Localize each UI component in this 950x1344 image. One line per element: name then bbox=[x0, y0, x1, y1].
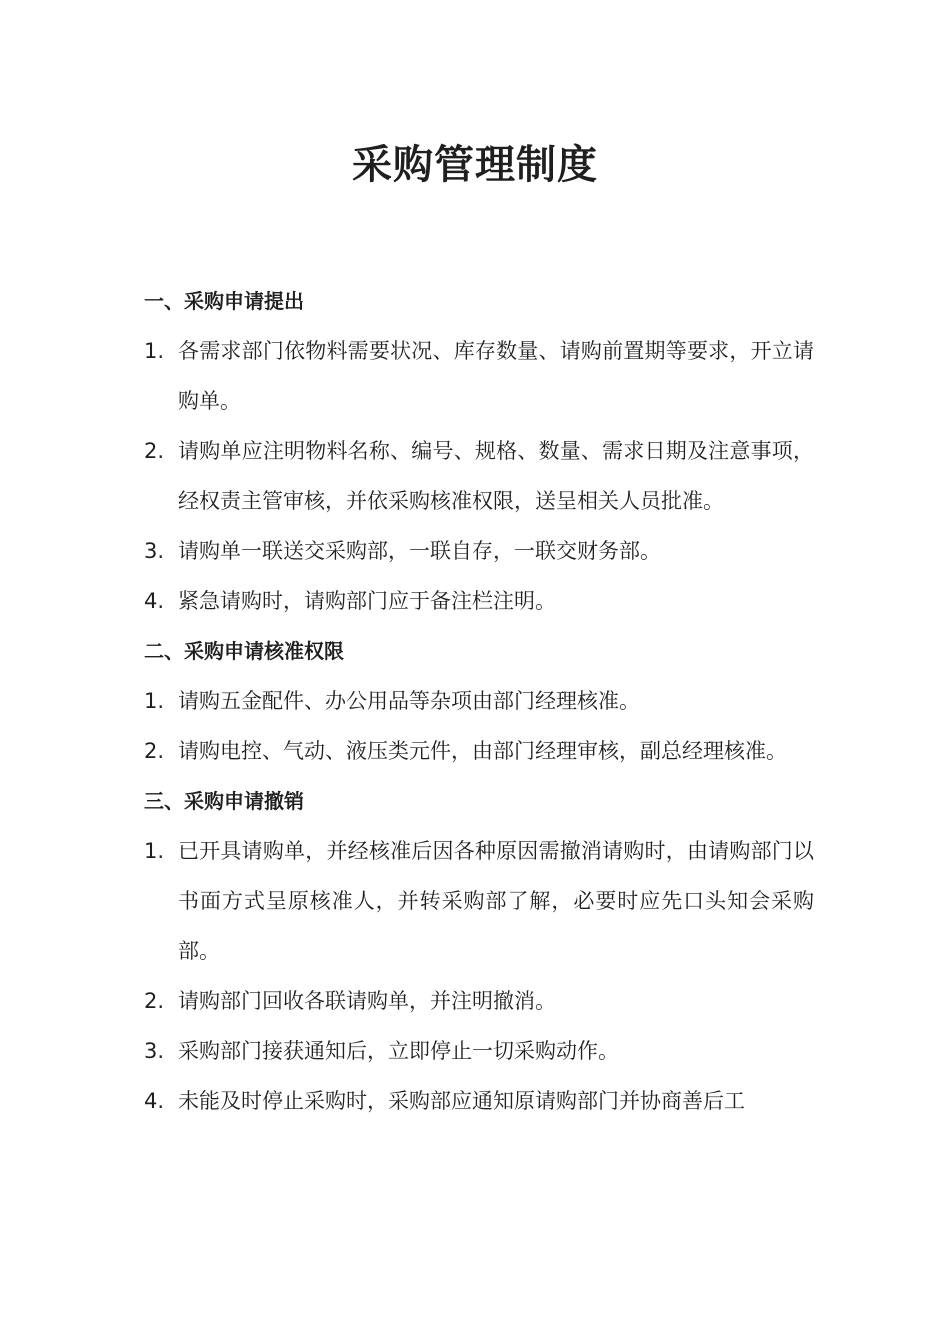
list-item-text: 紧急请购时，请购部门应于备注栏注明。 bbox=[178, 589, 556, 613]
list-item-text: 各需求部门依物料需要状况、库存数量、请购前置期等要求，开立请购单。 bbox=[178, 339, 814, 413]
list-item-text: 请购单一联送交采购部，一联自存，一联交财务部。 bbox=[178, 539, 661, 563]
list-item-text: 请购部门回收各联请购单，并注明撤消。 bbox=[178, 989, 556, 1013]
numbered-list bbox=[144, 826, 814, 1126]
list-item-number: 4. bbox=[144, 589, 165, 613]
numbered-list bbox=[144, 676, 814, 776]
document-title: 采购管理制度 bbox=[352, 142, 598, 188]
list-item-number: 3. bbox=[144, 1039, 165, 1063]
section-heading: 二、采购申请核准权限 bbox=[144, 639, 344, 663]
list-item bbox=[144, 676, 814, 726]
list-item bbox=[144, 1076, 814, 1126]
list-item-text: 请购五金配件、办公用品等杂项由部门经理核准。 bbox=[178, 689, 640, 713]
list-item bbox=[144, 726, 814, 776]
list-item-number: 1. bbox=[144, 339, 165, 363]
section-heading: 一、采购申请提出 bbox=[144, 289, 304, 313]
document-body bbox=[144, 276, 814, 1126]
list-item-text: 请购电控、气动、液压类元件，由部门经理审核，副总经理核准。 bbox=[178, 739, 787, 763]
list-item-number: 1. bbox=[144, 689, 165, 713]
list-item-number: 3. bbox=[144, 539, 165, 563]
list-item-text: 采购部门接获通知后，立即停止一切采购动作。 bbox=[178, 1039, 619, 1063]
section-approval-authority bbox=[144, 626, 814, 776]
list-item bbox=[144, 826, 814, 976]
list-item-number: 1. bbox=[144, 839, 165, 863]
list-item-text: 请购单应注明物料名称、编号、规格、数量、需求日期及注意事项，经权责主管审核，并依采购核准权限，送呈相关人员批准。 bbox=[178, 439, 814, 513]
list-item bbox=[144, 526, 814, 576]
list-item-number: 4. bbox=[144, 1089, 165, 1113]
list-item-number: 2. bbox=[144, 989, 165, 1013]
list-item bbox=[144, 576, 814, 626]
section-heading: 三、采购申请撤销 bbox=[144, 789, 304, 813]
list-item bbox=[144, 976, 814, 1026]
list-item-number: 2. bbox=[144, 739, 165, 763]
section-purchase-request bbox=[144, 276, 814, 626]
list-item-text: 已开具请购单，并经核准后因各种原因需撤消请购时，由请购部门以书面方式呈原核准人，并转采购部了解，必要时应先口头知会采购部。 bbox=[178, 839, 814, 963]
list-item bbox=[144, 1026, 814, 1076]
list-item bbox=[144, 326, 814, 426]
section-request-cancellation bbox=[144, 776, 814, 1126]
list-item-text: 未能及时停止采购时，采购部应通知原请购部门并协商善后工 bbox=[178, 1089, 745, 1113]
list-item bbox=[144, 426, 814, 526]
list-item-number: 2. bbox=[144, 439, 165, 463]
numbered-list bbox=[144, 326, 814, 626]
